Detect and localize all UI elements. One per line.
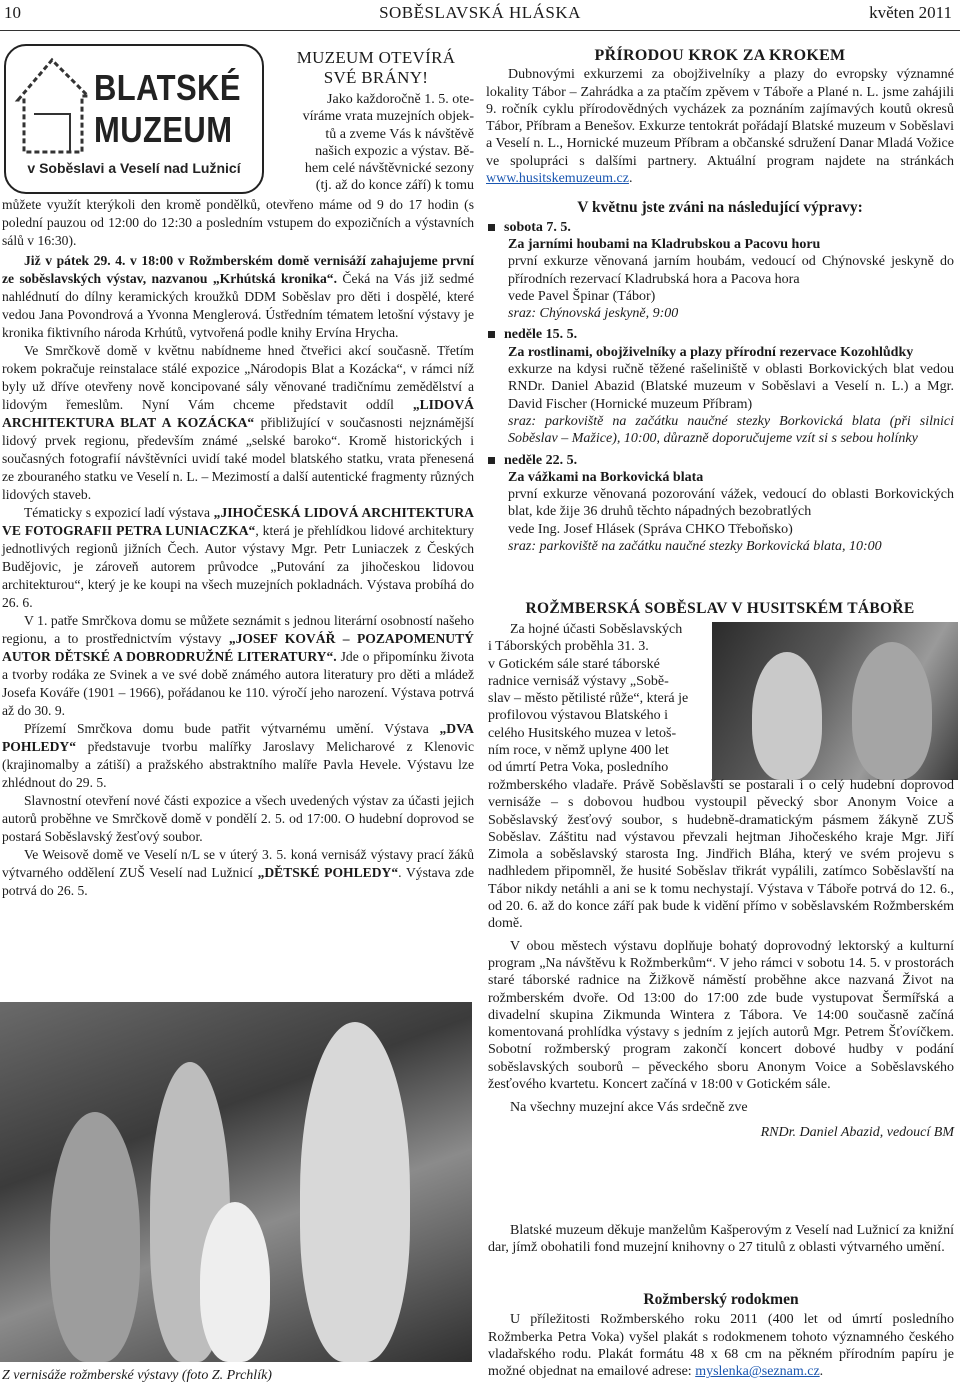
museum-headline-1: MUZEUM OTEVÍRÁ (296, 48, 456, 67)
narrow-line: v Gotickém sále staré táborské (488, 656, 660, 672)
trip-title: Za vážkami na Borkovická blata (508, 469, 704, 485)
newspaper-title: SOBĚSLAVSKÁ HLÁSKA (379, 3, 581, 22)
logo-line-3: v Soběslavi a Veselí nad Lužnicí (27, 160, 241, 176)
photo-figure (852, 642, 932, 780)
page-number: 10 (4, 3, 21, 22)
intro-line: tů a zveme Vás k návštěvě (325, 126, 474, 142)
nature-intro: Dubnovými exkurzemi za obojživelníky a plazy do evropsky významné lokality Tábor – Zahrádka a za ptačím zpěvem v Táboře a Plané n. L. jsme zahájili 9. ročník cyklu přírodovědných vycházek za poznáním zajímavých koutů okresů Tábor, Příbram a Benešov. Exkurze tentokrát pořádají Blatské muzeum v Soběslavi a Veselí n. L., Hornické muzeum Příbram a občanské sdružení Danar Mladá Vožice ve spolupráci s dalšími partnery. Aktuální program najdete na stránkách www.husitskemuzeum.cz. (486, 67, 954, 187)
trip-meet: sraz: Chýnovská jeskyně, 9:00 (508, 306, 679, 322)
trip-text: první exkurze věnovaná jarním houbám, vedoucí od Chýnovské jeskyně do přírodních rezervací Kladrubská hora a Pacova hora (508, 254, 954, 287)
email-link[interactable]: myslenka@seznam.cz (695, 1364, 820, 1380)
museum-headline (278, 48, 474, 88)
narrow-line: slav – město pětilisté růže“, která je (488, 691, 689, 707)
trip-title: Za jarními houbami na Kladrubskou a Pacovu horu (508, 236, 821, 252)
thanks-text: Blatské muzeum děkuje manželům Kašperovým z Veselí nad Lužnicí za knižní dar, jímž obohatili fond muzejní knihovny o 27 titulů z oblasti výtvarného umění. (488, 1223, 954, 1256)
rozmberk-body (488, 777, 954, 1141)
museum-paragraph: Slavnostní otevření nové části expozice a všech uvedených výstav za účasti jejich autorů proběhne ve Smrčkově domě v pondělí 2. 5. od 17:00. O hudební doprovod se postará Soběslavský žesťový soubor. (2, 793, 474, 844)
trip-date: sobota 7. 5. (486, 219, 954, 236)
rozmberk-title: ROŽMBERSKÁ SOBĚSLAV V HUSITSKÉM TÁBOŘE (525, 600, 915, 617)
vernisage-photo (0, 1002, 472, 1362)
museum-article-body (2, 196, 474, 900)
blatske-muzeum-logo (4, 44, 264, 194)
museum-paragraph: Již v pátek 29. 4. v 18:00 v Rožmberském domě vernisáží zahajujeme první ze soběslavských výstav, nazvanou „Krhútská kronika“. Čeká na Vás již sedmé nahlédnutí do dílny keramických kroužků DDM Soběslav pro děti i dospělé, které vedou Jana Povondrová a Yvonna Menglerová. Ústředním tématem letošní výstavy je kronika fiktivního národa Krhútů, vytvořená podle knihy Ervína Hrycha. (2, 253, 474, 340)
rozmberk-paragraph: rožmberského vladaře. Právě Soběslavští se postarali i o celý hudební doprovod vernisáže – s dobovou hudbou vystoupil pěvecký sbor Anonym Voice a Soběslavský žesťový soubor, s hudebně-dramatickým pásmem žákyně ZUŠ Soběslav. Záštitu nad výstavou převzali hejtman Jihočeského kraje Mgr. Jiří Zimola a soběslavský starosta Ing. Jindřich Bláha, který ve svém projevu s nadhledem připomněl, že husité Soběslav třikrát vypálili, zatímco Soběslavští na Tábor nikdy netáhli a ani se k tomu nechystají. Výstava v Táboře potrvá do 12. 6., od 20. 6. až do konce září pak bude k vidění přímo v soběslavském Rožmberském domě. (488, 778, 954, 932)
trip-meet: sraz: parkoviště na začátku naučné stezky Borkovická blata, 10:00 (508, 539, 882, 555)
intro-line: Jako každoročně 1. 5. ote- (327, 92, 474, 107)
thanks-note (488, 1222, 954, 1257)
logo-line-1: BLATSKÉ (94, 67, 241, 108)
museum-paragraph: Ve Weisově domě ve Veselí n/L se v úterý 3. 5. koná vernisáž výstavy prací žáků výtvarného oddělení ZUŠ Veselí nad Lužnicí „DĚTSKÉ POHLEDY“. Výstava zde potrvá do 26. 5. (2, 847, 474, 898)
rozmberk-signature: RNDr. Daniel Abazid, vedoucí BM (760, 1124, 954, 1140)
nature-article (486, 47, 954, 555)
narrow-line: Za hojné účasti Soběslavských (510, 622, 683, 637)
photo-caption: Z vernisáže rožmberské výstavy (foto Z. Prchlík) (2, 1368, 272, 1383)
photo-figure (50, 1112, 140, 1362)
trip-text: první exkurze věnovaná pozorování vážek, vedoucí do oblasti Borkovických blat, kde žije 36 druhů těchto nápadných bezobratlých (508, 487, 954, 520)
logo-line-2: MUZEUM (94, 109, 233, 150)
museum-paragraph: můžete využít kterýkoli den kromě pondělků, otevřeno máme od 9 do 17 hodin (s polední pauzou od 12:00 do 12:30 a posledním vstupem do expozičních a výstavních sálů v 16:30). (2, 197, 474, 248)
museum-headline-2: SVÉ BRÁNY! (323, 68, 429, 87)
rodokmen-title: Rožmberský rodokmen (643, 1291, 799, 1308)
house-outline-icon (12, 52, 94, 158)
narrow-line: profilovou výstavou Blatského i (488, 708, 669, 724)
narrow-line: radnice vernisáž výstavy „Sobě- (488, 673, 669, 689)
museum-intro-lines (270, 91, 474, 195)
nature-title: PŘÍRODOU KROK ZA KROKEM (594, 47, 846, 64)
museum-paragraph: Ve Smrčkově domě v květnu nabídneme hned čtveřici akcí současně. Třetím rokem pokračuje reinstalace stálé expozice „Národopis Blat a Kozácka“, v rámci níž byly už dříve otevřeny nově koncipované sály věnované tradičnímu zemědělství a lidovým řemeslům. Nyní Vám chceme představit oddíl „LIDOVÁ ARCHITEKTURA BLAT A KOZÁCKA“ přibližující v současnosti nejznámější lidový prvek regionu, především známé „selské baroko“. Kromě historických i současných fotografií návštěvníci uvidí také model blatského statku, vrata přenesená ze zbouraného statku ve Veselí n. L. – Mezimostí a další autentické fragmenty různých lidových staveb. (2, 343, 474, 502)
trip-date: neděle 15. 5. (486, 326, 954, 343)
intro-line: našich expozic a výstav. Bě- (315, 143, 474, 159)
narrow-line: od úmrtí Petra Voka, posledního (488, 760, 669, 776)
narrow-line: ním roce, v němž uplyne 400 let (488, 743, 669, 759)
rodokmen-text: U příležitosti Rožmberského roku 2011 (400 let od úmrtí posledního Rožmberka Petra Voka) vyšel plakát s rodokmenem tohoto významného českého vladařského rodu. Plakát formátu 48 x 68 cm na pěkném přírodním papíru je možné objednat na emailové adrese: myslenka@seznam.cz. (488, 1312, 954, 1380)
museum-paragraph: Přízemí Smrčkova domu bude patřit výtvarnému umění. Výstava „DVA POHLEDY“ představuje tvorbu malířky Jaroslavy Melicharové z Klenovic (krajinomalby a zátiší) a pražského abstraktního malíře Pavla Hevele. Výstavu lze zhlédnout do 29. 5. (2, 721, 474, 790)
rodokmen-article (488, 1291, 954, 1380)
narrow-line: i Táborských proběhla 31. 3. (488, 639, 649, 655)
trip-meet: sraz: parkoviště na začátku naučné stezky Borkovická blata (při silnici Soběslav – Mažice), 10:00, důrazně doporučujeme vzít si s sebou holínky (508, 413, 954, 447)
trip-leader: vede Ing. Josef Hlásek (Správa CHKO Třeboňsko) (508, 521, 793, 537)
rozmberk-paragraph: V obou městech výstavu doplňuje bohatý doprovodný lektorský a kulturní program „Na návštěvu k Rožmberkům“. V jeho rámci v sobotu 14. 5. v prostorách staré táborské radnice na Žižkově náměstí proběhne akce nazvaná Život na rožmberském dvoře. Od 13:00 do 17:00 zde bude vystupovat Šermířská a divadelní skupina Zikmunda Wintera z Tábora. Ve 14:00 současně začíná komentovaná prohlídka výstavy s jedním z jejích autorů Mgr. Petrem Šťovíčkem. Sobotní rožmberský program zakončí koncert dobové hudby v podání soběslavských souborů – pěveckého sboru Anonym Voice a Soběslavského žesťového kvartetu. Koncert začíná v 18:00 v Gotickém sále. (488, 938, 954, 1093)
issue-date: květen 2011 (869, 3, 952, 22)
intro-line: (tj. až do konce září) k tomu (315, 178, 474, 194)
invite-heading: V květnu jste zváni na následující výpravy: (577, 199, 863, 217)
photo-figure (200, 1202, 270, 1362)
website-link[interactable]: www.husitskemuzeum.cz (486, 171, 629, 187)
narrow-line: celého Husitského muzea v letoš- (488, 725, 677, 741)
intro-line: víráme vrata muzejních objek- (302, 109, 474, 125)
page-header (0, 0, 960, 30)
rozmberk-narrow-lines (488, 621, 706, 777)
intro-line: hem celé návštěvnické sezony (304, 161, 474, 177)
museum-paragraph: Tématicky s expozicí ladí výstava „JIHOČESKÁ LIDOVÁ ARCHITEKTURA VE FOTOGRAFII PETRA LUNIACZKA“, která je přehlídkou lidové architektury jednotlivých regionů jižních Čech. Autor výstavy Mgr. Petr Luniaczek z Českých Budějovic, je zároveň autorem průvodce „Putování za jihočeskou lidovou architekturou“, který je ke koupi na všech muzejních pokladnách. Výstava probíhá do 26. 6. (2, 505, 474, 610)
rozmberk-invite: Na všechny muzejní akce Vás srdečně zve (510, 1100, 748, 1116)
trip-title: Za rostlinami, obojživelníky a plazy přírodní rezervace Kozohlůdky (508, 344, 914, 360)
photo-figure (300, 1022, 410, 1362)
trip-leader: vede Pavel Špinar (Tábor) (508, 288, 656, 304)
trip-text: exkurze na kdysi ručně těžené rašeliniště v oblasti Borkovických blat vedou RNDr. Daniel Abazid (Blatské muzeum v Soběslavi a Veselí n. L.) a Mgr. David Fischer (Hornické muzeum Příbram) (508, 362, 954, 412)
costume-photo (712, 622, 958, 780)
photo-figure (752, 652, 822, 780)
header-rule (0, 30, 960, 31)
museum-paragraph: V 1. patře Smrčkova domu se můžete seznámit s jednou literární osobností našeho regionu, a to prostřednictvím výstavy „JOSEF KOVÁŘ – POZAPOMENUTÝ AUTOR DĚTSKÉ A DOBRODRUŽNÉ LITERATURY“. Jde o připomínku života a tvorby rodáka ze Svinek a ve své době známého autora literatury pro děti a mládež Josefa Kováře (1901 – 1966), pořádanou ke 110. výročí jeho narození. Výstava potrvá až do 30. 9. (2, 613, 474, 718)
trip-date: neděle 22. 5. (486, 452, 954, 469)
